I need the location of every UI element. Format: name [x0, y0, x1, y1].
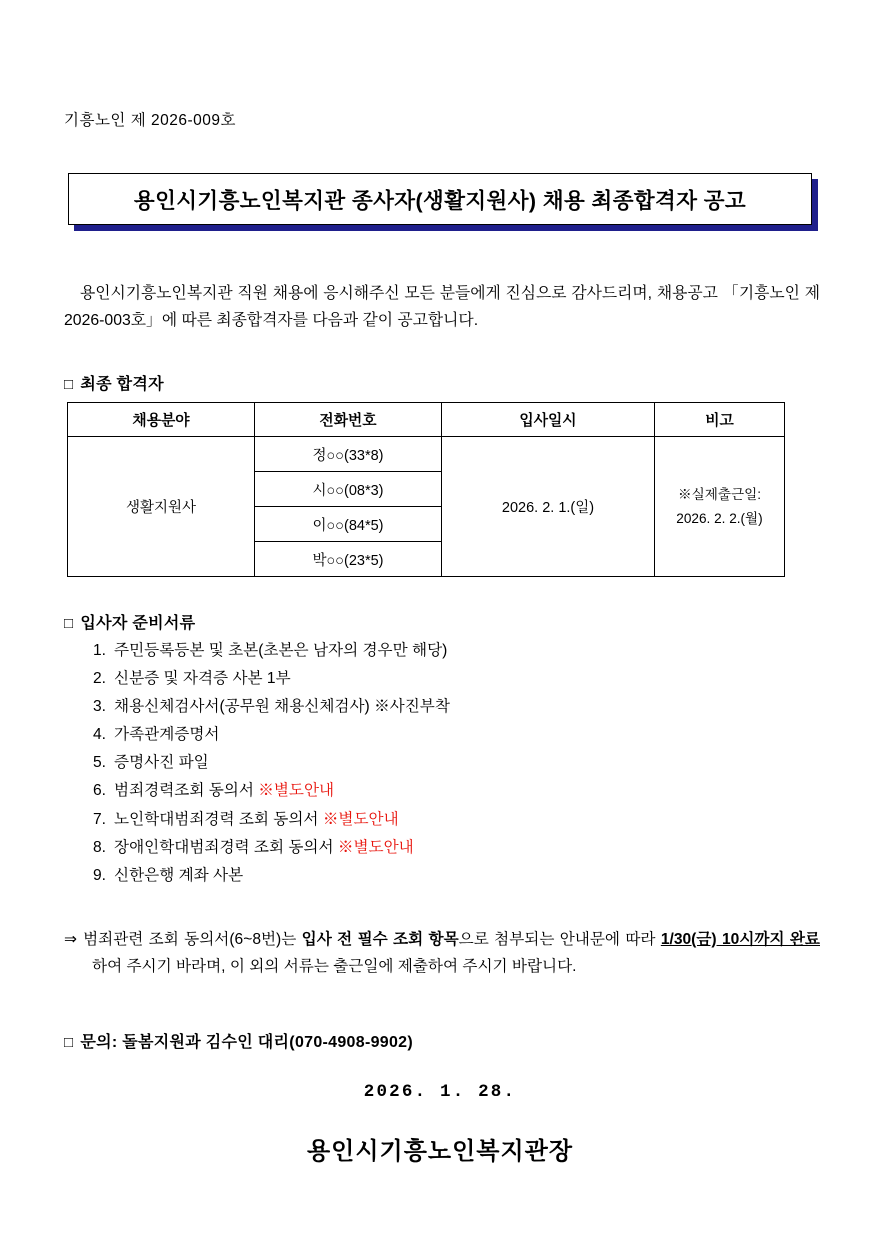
column-header-note: 비고	[655, 403, 785, 437]
list-item	[64, 840, 824, 856]
cell-phone-2: 시○○(08*3)	[255, 472, 442, 507]
document-number: 기흥노인 제 2026-009호	[64, 112, 236, 129]
section-heading-docs	[64, 610, 195, 633]
list-item	[64, 755, 824, 771]
deadline-bold-1: 입사 전 필수 조회 항목	[301, 931, 459, 948]
deadline-part-2: 으로 첨부되는 안내문에 따라	[458, 931, 661, 948]
final-results-table	[67, 402, 785, 577]
page-title: 용인시기흥노인복지관 종사자(생활지원사) 채용 최종합격자 공고	[133, 188, 747, 213]
checkbox-mark-icon: □	[64, 1034, 74, 1051]
list-item	[64, 868, 824, 884]
cell-field: 생활지원사	[68, 437, 255, 577]
list-item-number: 3.	[92, 698, 106, 716]
list-item-text	[114, 783, 824, 799]
deadline-underline-1: 1/30(금) 10시까지 완료	[660, 931, 820, 948]
column-header-joindate: 입사일시	[442, 403, 655, 437]
list-item	[64, 727, 824, 743]
list-item-number: 7.	[92, 810, 106, 828]
deadline-part-1: 범죄관련 조회 동의서(6~8번)는	[83, 931, 302, 948]
list-item-number: 4.	[92, 726, 106, 744]
list-item	[64, 643, 824, 659]
list-item-main: 노인학대범죄경력 조회 동의서	[114, 810, 323, 828]
list-item-number: 5.	[92, 754, 106, 772]
cell-phone-1: 정○○(33*8)	[255, 437, 442, 472]
checkbox-mark-icon: □	[64, 376, 74, 393]
organization-name: 용인시기흥노인복지관장	[306, 1138, 574, 1165]
section-heading-final	[64, 371, 164, 394]
section-final-label: 최종 합격자	[80, 376, 164, 393]
list-item	[64, 783, 824, 799]
deadline-note	[64, 927, 820, 981]
note-line-2: 2026. 2. 2.(월)	[676, 510, 763, 526]
cell-phone-4: 박○○(23*5)	[255, 542, 442, 577]
list-item-number: 8.	[92, 838, 106, 856]
list-item-text: 증명사진 파일	[114, 754, 209, 772]
cell-note	[655, 437, 785, 577]
section-heading-contact	[64, 1029, 413, 1052]
list-item-note: ※별도안내	[322, 810, 399, 828]
intro-line-2: 「기흥노인 제 2026-003호」에 따른 최종합격자를 다음과 같이 공고합니다.	[64, 285, 820, 330]
cell-phone-3: 이○○(84*5)	[255, 507, 442, 542]
table-row	[68, 437, 785, 472]
intro-line-1: 용인시기흥노인복지관 직원 채용에 응시해주신 모든 분들에게 진심으로 감사드리며, 채용공고	[80, 285, 718, 302]
list-item-text	[114, 840, 824, 856]
list-item-note: ※별도안내	[258, 782, 335, 800]
list-item-number: 1.	[92, 642, 106, 659]
list-item	[64, 671, 824, 687]
list-item-note: ※별도안내	[337, 838, 414, 856]
cell-join-date: 2026. 2. 1.(일)	[442, 437, 655, 577]
title-box	[68, 173, 812, 225]
title-banner	[68, 173, 812, 229]
list-item-number: 6.	[92, 782, 106, 800]
list-item	[64, 812, 824, 828]
list-item-text: 신분증 및 자격증 사본 1부	[114, 670, 291, 688]
list-item-number: 2.	[92, 670, 106, 688]
list-item-main: 범죄경력조회 동의서	[114, 782, 259, 800]
list-item-main: 장애인학대범죄경력 조회 동의서	[114, 838, 338, 856]
list-item-number: 9.	[92, 866, 106, 884]
intro-paragraph	[64, 280, 820, 334]
contact-text: 문의: 돌봄지원과 김수인 대리(070-4908-9902)	[80, 1034, 414, 1051]
list-item-text	[114, 812, 824, 828]
deadline-note-body	[64, 927, 820, 981]
table-header-row	[68, 403, 785, 437]
deadline-part-3: 하여 주시기 바라며, 이 외의 서류는 출근일에 제출하여 주시기 바랍니다.	[92, 957, 577, 975]
list-item-text: 가족관계증명서	[114, 726, 220, 744]
required-documents-list	[64, 643, 824, 896]
column-header-field: 채용분야	[68, 403, 255, 437]
list-item-text: 주민등록등본 및 초본(초본은 남자의 경우만 해당)	[114, 642, 448, 659]
list-item-text: 채용신체검사서(공무원 채용신체검사) ※사진부착	[114, 698, 450, 716]
list-item-text: 신한은행 계좌 사본	[114, 866, 244, 884]
note-line-1: ※실제출근일:	[677, 486, 762, 502]
announcement-date: 2026. 1. 28.	[363, 1082, 517, 1102]
column-header-phone: 전화번호	[255, 403, 442, 437]
checkbox-mark-icon: □	[64, 615, 74, 632]
list-item	[64, 699, 824, 715]
arrow-icon: ⇒	[64, 931, 78, 948]
section-docs-label: 입사자 준비서류	[80, 615, 196, 632]
